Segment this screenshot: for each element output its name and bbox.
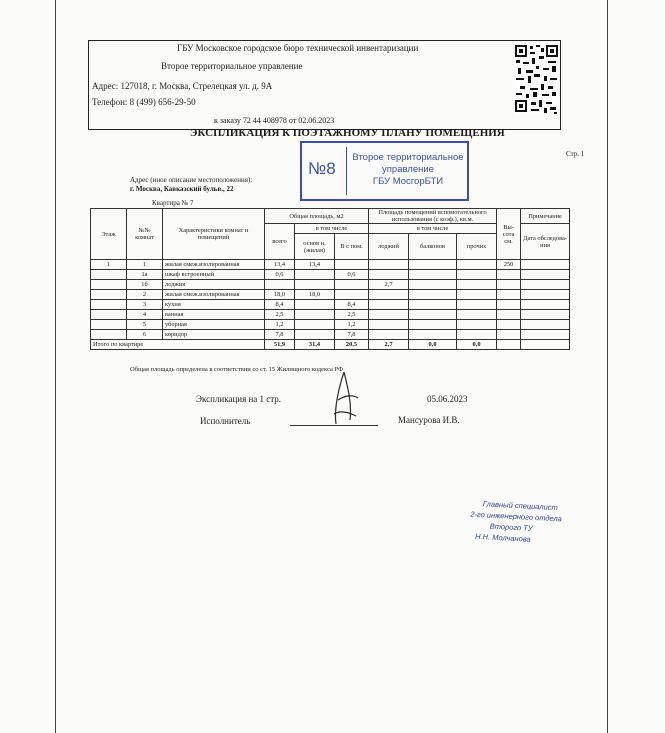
cell-other <box>457 300 497 310</box>
stamp-divider <box>346 147 347 195</box>
totals-label: Итого по квартире <box>91 340 265 350</box>
th-note: Примечание <box>521 209 570 224</box>
cell-height <box>497 320 521 330</box>
cell-balcony <box>409 330 457 340</box>
th-room-no: №№ комнат <box>127 209 163 260</box>
cell-other <box>457 280 497 290</box>
org-name: ГБУ Московское городское бюро технической инвентаризации <box>177 43 419 53</box>
cell-floor <box>91 300 127 310</box>
cell-balcony <box>409 290 457 300</box>
totals-main: 31,4 <box>295 340 335 350</box>
cell-main: 18,0 <box>295 290 335 300</box>
cell-loggia <box>369 260 409 270</box>
page-label: Стр. 1 <box>566 150 585 158</box>
th-characteristics: Характеристики комнат и помещений <box>163 209 265 260</box>
cell-loggia <box>369 310 409 320</box>
table-row <box>91 280 570 290</box>
cell-name: коридор <box>163 330 265 340</box>
cell-aux: 0,6 <box>335 270 369 280</box>
cell-main <box>295 320 335 330</box>
cell-total: 18,0 <box>265 290 295 300</box>
cell-floor <box>91 280 127 290</box>
th-height: Вы- сота см. <box>497 209 521 260</box>
stamp-number: №8 <box>308 159 336 178</box>
cell-room: 4 <box>127 310 163 320</box>
cell-balcony <box>409 280 457 290</box>
signoff-line-1: Главный специалист <box>482 499 559 513</box>
signoff-line-3: Второго ТУ <box>489 521 533 533</box>
scan-border-right <box>607 0 608 733</box>
stamp-line-1: Второе территориальное <box>352 152 464 163</box>
table-row <box>91 330 570 340</box>
th-loggia: лоджий <box>369 234 409 260</box>
pages-count: Экспликация на 1 стр. <box>196 394 282 404</box>
cell-total: 8,4 <box>265 300 295 310</box>
cell-note <box>521 300 570 310</box>
cell-balcony <box>409 300 457 310</box>
cell-loggia <box>369 300 409 310</box>
cell-loggia <box>369 330 409 340</box>
cell-height <box>497 300 521 310</box>
cell-aux: 2,5 <box>335 310 369 320</box>
cell-height <box>497 330 521 340</box>
cell-room: 5 <box>127 320 163 330</box>
cell-main: 13,4 <box>295 260 335 270</box>
cell-room: 2 <box>127 290 163 300</box>
cell-loggia <box>369 320 409 330</box>
th-including-2: в том числе <box>369 224 497 234</box>
cell-aux: 8,4 <box>335 300 369 310</box>
cell-room: 1 <box>127 260 163 270</box>
cell-floor <box>91 320 127 330</box>
cell-other <box>457 270 497 280</box>
cell-aux <box>335 280 369 290</box>
cell-floor <box>91 310 127 320</box>
cell-name: уборная <box>163 320 265 330</box>
signoff-stamp <box>469 498 563 547</box>
th-total: всего <box>265 224 295 260</box>
cell-balcony <box>409 310 457 320</box>
cell-height <box>497 280 521 290</box>
department-stamp <box>300 141 469 201</box>
th-aux-area: Площадь помещений вспомогательного использования (с коэф.), кв.м. <box>369 209 497 224</box>
cell-name: жилая смеж.изолированная <box>163 260 265 270</box>
cell-loggia: 2,7 <box>369 280 409 290</box>
cell-other <box>457 290 497 300</box>
cell-main <box>295 270 335 280</box>
th-floor: Этаж <box>91 209 127 260</box>
cell-note <box>521 270 570 280</box>
apartment-number: Квартира № 7 <box>152 199 194 207</box>
cell-note <box>521 290 570 300</box>
cell-note <box>521 320 570 330</box>
cell-floor <box>91 290 127 300</box>
cell-other <box>457 260 497 270</box>
table-row <box>91 300 570 310</box>
table-row <box>91 320 570 330</box>
cell-name: жилая смеж.изолированная <box>163 290 265 300</box>
explication-table <box>90 208 570 350</box>
cell-room: 1а <box>127 270 163 280</box>
th-including: в том числе <box>295 224 369 234</box>
cell-room: 6 <box>127 330 163 340</box>
cell-total: 2,5 <box>265 310 295 320</box>
cell-room: 3 <box>127 300 163 310</box>
address-value: г. Москва, Кавказский бульв., 22 <box>130 185 234 193</box>
signoff-line-2: 2-го инженерного отдела <box>470 509 563 524</box>
cell-aux <box>335 260 369 270</box>
cell-height <box>497 290 521 300</box>
cell-floor: 1 <box>91 260 127 270</box>
cell-height: 250 <box>497 260 521 270</box>
th-aux: В с пом. <box>335 234 369 260</box>
header-box <box>88 40 561 130</box>
table-row <box>91 260 570 270</box>
cell-note <box>521 310 570 320</box>
cell-main <box>295 280 335 290</box>
cell-other <box>457 330 497 340</box>
cell-other <box>457 320 497 330</box>
cell-total <box>265 280 295 290</box>
cell-floor <box>91 330 127 340</box>
table-row <box>91 270 570 280</box>
cell-name: кухня <box>163 300 265 310</box>
cell-height <box>497 310 521 320</box>
totals-row <box>91 340 570 350</box>
cell-note <box>521 260 570 270</box>
totals-balcony: 0,0 <box>409 340 457 350</box>
signoff-line-4: Н.Н. Молчанова <box>474 531 531 544</box>
totals-note <box>521 340 570 350</box>
cell-balcony <box>409 320 457 330</box>
th-main: основ н. (жилая) <box>295 234 335 260</box>
cell-aux: 7,8 <box>335 330 369 340</box>
cell-loggia <box>369 290 409 300</box>
cell-total: 13,4 <box>265 260 295 270</box>
cell-room: 1б <box>127 280 163 290</box>
footnote: Общая площадь определена в соответствии со ст. 15 Жилищного кодекса РФ <box>130 366 344 373</box>
th-total-area: Общая площадь, м2 <box>265 209 369 224</box>
executor-name: Мансурова И.В. <box>398 415 460 425</box>
cell-main <box>295 330 335 340</box>
table-row <box>91 310 570 320</box>
org-phone: Телефон: 8 (499) 656-29-50 <box>92 97 196 107</box>
cell-other <box>457 310 497 320</box>
qr-code-icon <box>514 44 559 115</box>
cell-main <box>295 300 335 310</box>
totals-aux: 20,5 <box>335 340 369 350</box>
table-row <box>91 290 570 300</box>
cell-name: лоджия <box>163 280 265 290</box>
scan-border-left <box>55 0 56 733</box>
cell-aux <box>335 290 369 300</box>
cell-note <box>521 330 570 340</box>
cell-floor <box>91 270 127 280</box>
document-title: ЭКСПЛИКАЦИЯ К ПОЭТАЖНОМУ ПЛАНУ ПОМЕЩЕНИЯ <box>190 127 505 139</box>
cell-balcony <box>409 270 457 280</box>
stamp-line-2: управление <box>382 164 434 175</box>
cell-balcony <box>409 260 457 270</box>
cell-height <box>497 270 521 280</box>
sign-date: 05.06.2023 <box>427 394 468 404</box>
cell-total: 0,6 <box>265 270 295 280</box>
th-survey-date: Дата обследова- ния <box>521 224 570 260</box>
cell-total: 1,2 <box>265 320 295 330</box>
totals-height <box>497 340 521 350</box>
cell-name: шкаф встроенный <box>163 270 265 280</box>
cell-loggia <box>369 270 409 280</box>
th-other: прочих <box>457 234 497 260</box>
cell-name: ванная <box>163 310 265 320</box>
totals-total: 51,9 <box>265 340 295 350</box>
order-number: к заказу 72 44 408978 от 02.06.2023 <box>214 116 335 125</box>
cell-note <box>521 280 570 290</box>
th-balcony: балконов <box>409 234 457 260</box>
totals-loggia: 2,7 <box>369 340 409 350</box>
address-label: Адрес (иное описание местоположения): <box>130 176 253 184</box>
cell-main <box>295 310 335 320</box>
branch-name: Второе территориальное управление <box>161 61 303 71</box>
org-address: Адрес: 127018, г. Москва, Стрелецкая ул. д. 9А <box>92 81 273 91</box>
executor-label: Исполнитель <box>200 416 251 426</box>
totals-other: 0,0 <box>457 340 497 350</box>
handwritten-signature <box>330 370 360 428</box>
cell-aux: 1,2 <box>335 320 369 330</box>
cell-total: 7,8 <box>265 330 295 340</box>
stamp-line-3: ГБУ МосгорБТИ <box>372 176 444 187</box>
